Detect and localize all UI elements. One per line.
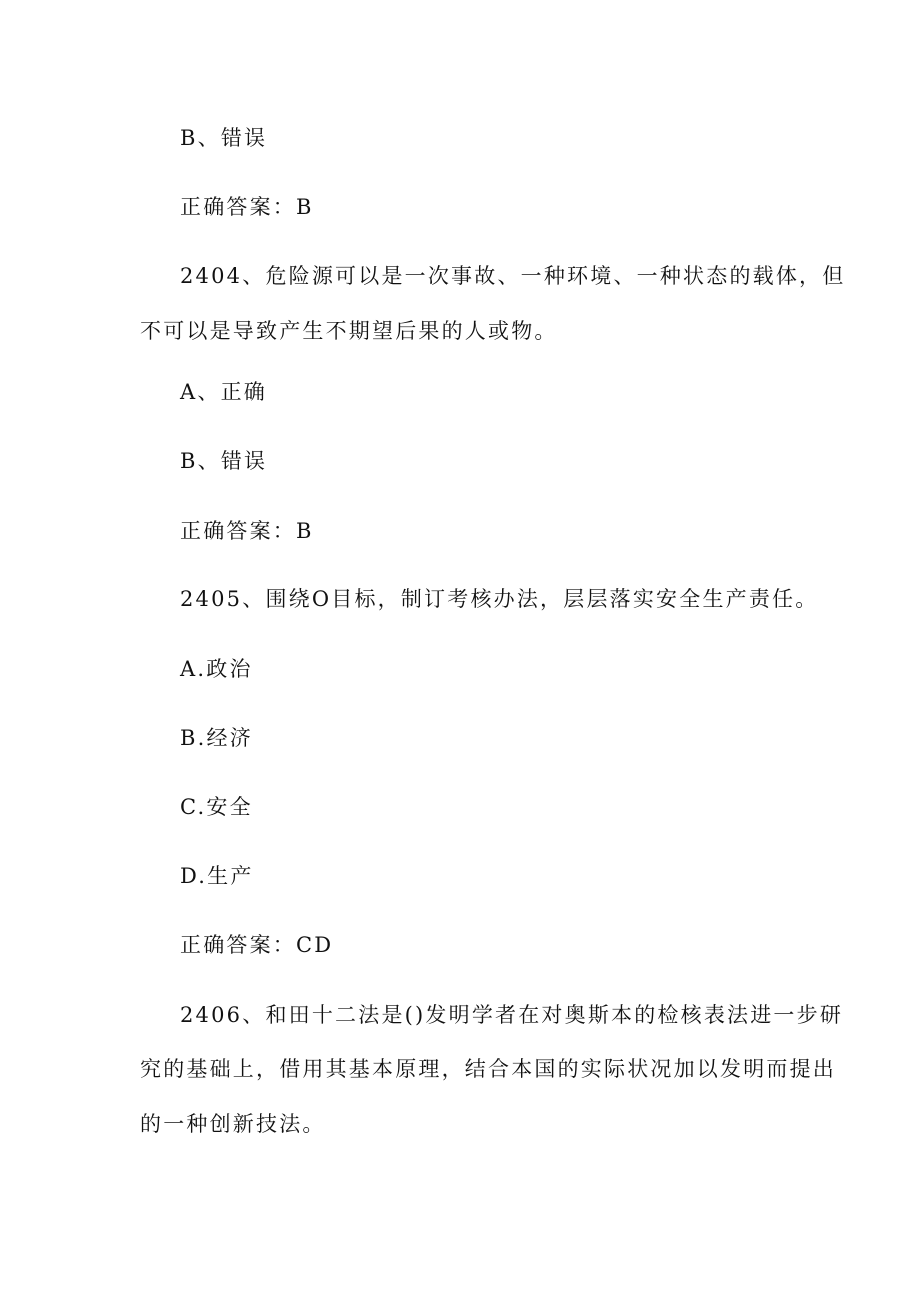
q2406-text-line3: 的一种创新技法。 — [140, 1112, 326, 1136]
q2406-text-line1: 2406、和田十二法是()发明学者在对奥斯本的检核表法进一步研 — [180, 1003, 844, 1027]
q2405-answer: 正确答案：CD — [180, 933, 334, 957]
q2405-option-d: D.生产 — [180, 864, 254, 888]
q2405-option-a: A.政治 — [180, 657, 253, 681]
prev-answer: 正确答案：B — [180, 195, 314, 219]
q2405-option-c: C.安全 — [180, 795, 253, 819]
q2404-text-line1: 2404、危险源可以是一次事故、一种环境、一种状态的载体，但 — [180, 264, 846, 288]
q2404-text-line2: 不可以是导致产生不期望后果的人或物。 — [140, 319, 558, 343]
q2405-option-b: B.经济 — [180, 726, 253, 750]
prev-option-b: B、错误 — [180, 126, 268, 150]
q2404-option-b: B、错误 — [180, 449, 268, 473]
q2405-text-line1: 2405、围绕O目标，制订考核办法，层层落实安全生产责任。 — [180, 587, 819, 611]
q2406-text-line2: 究的基础上，借用其基本原理，结合本国的实际状况加以发明而提出 — [140, 1057, 836, 1081]
q2404-option-a: A、正确 — [180, 380, 267, 404]
q2404-answer: 正确答案：B — [180, 519, 314, 543]
